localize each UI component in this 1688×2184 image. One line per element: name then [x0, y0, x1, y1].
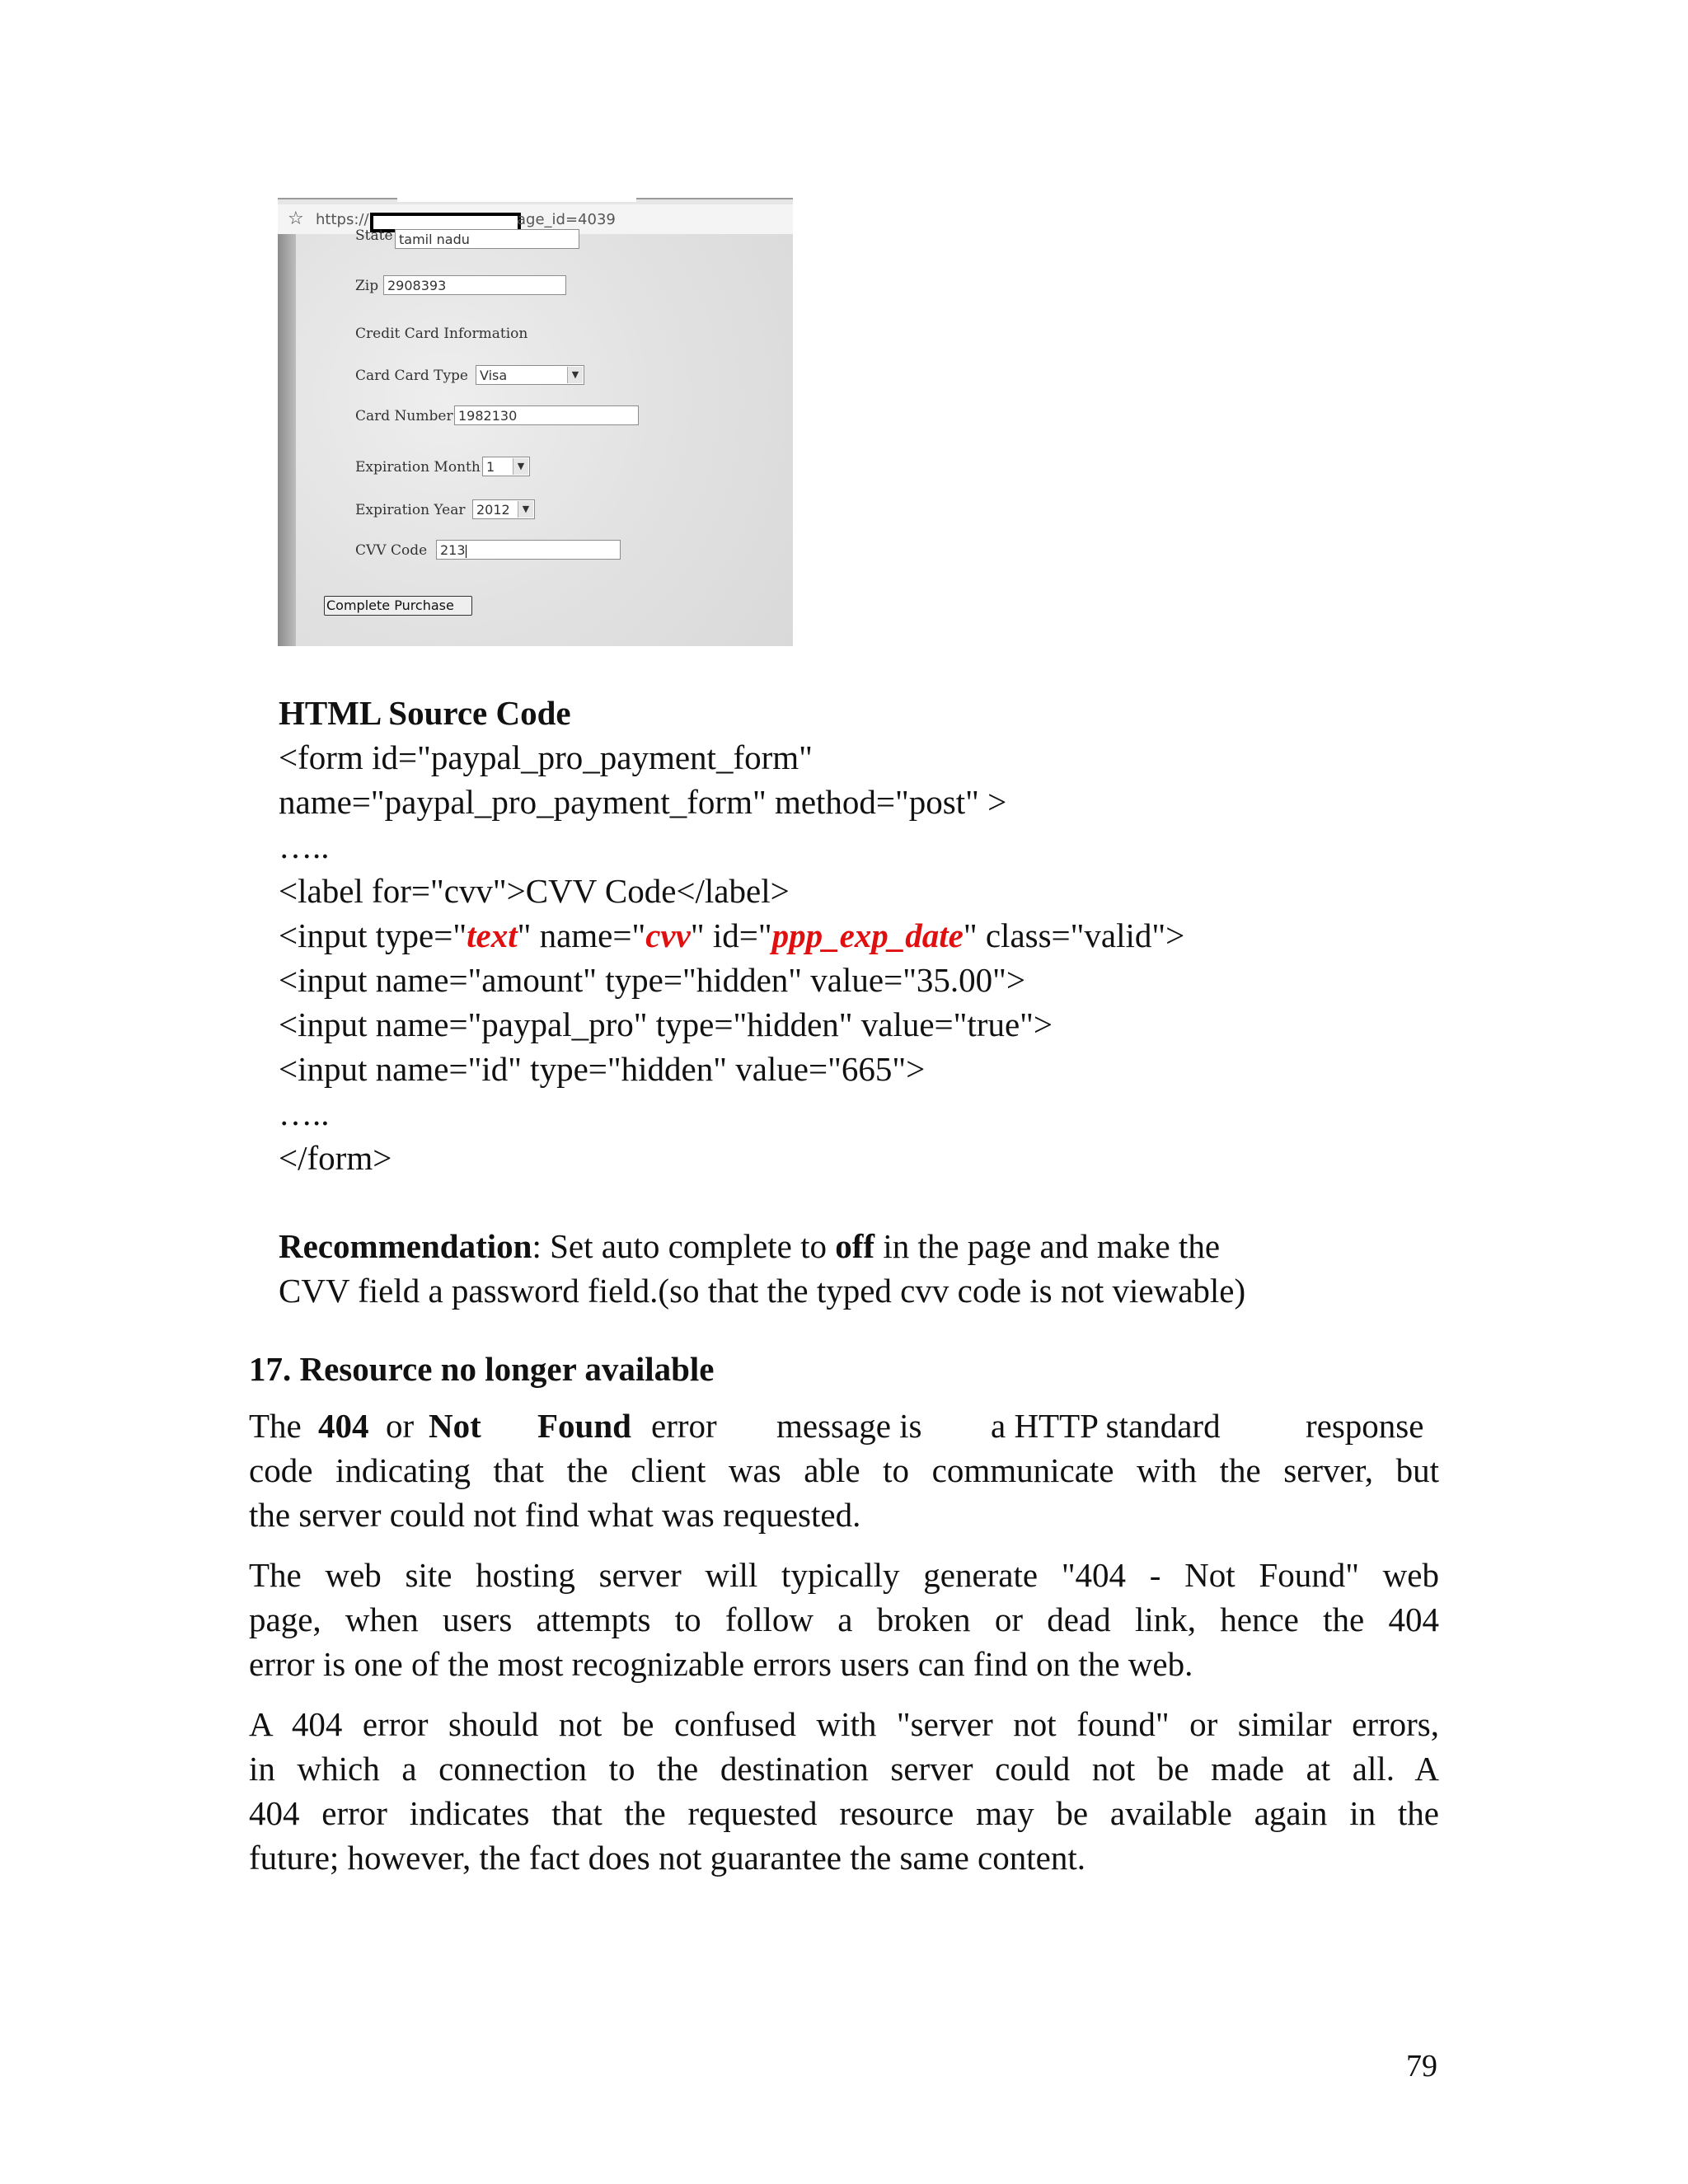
- code-text: " id=": [690, 916, 772, 954]
- word: a HTTP standard: [991, 1407, 1221, 1445]
- highlight-type: text: [467, 916, 518, 954]
- source-ellipsis-2: …..: [279, 1094, 330, 1132]
- star-icon[interactable]: ☆: [288, 209, 304, 229]
- url-prefix: https://: [316, 211, 369, 228]
- state-label: State: [355, 227, 393, 244]
- para2-line3: error is one of the most recognizable errors users can find on the web.: [249, 1645, 1193, 1683]
- chevron-down-icon[interactable]: ▼: [567, 367, 583, 383]
- source-ellipsis-1: …..: [279, 827, 330, 865]
- source-line-10: </form>: [279, 1139, 392, 1177]
- left-border-bar: [278, 234, 296, 646]
- recommendation-off: off: [835, 1227, 875, 1265]
- chevron-down-icon[interactable]: ▼: [518, 501, 533, 518]
- card-type-label: Card Card Type: [355, 368, 468, 384]
- cvv-input[interactable]: [436, 540, 621, 560]
- word: message is: [776, 1407, 922, 1445]
- para2-line2: page, when users attempts to follow a broken or dead link, hence the 404: [249, 1601, 1439, 1638]
- source-line-4: <label for="cvv">CVV Code</label>: [279, 872, 790, 910]
- card-number-label: Card Number: [355, 408, 453, 424]
- card-type-value: Visa: [480, 368, 508, 383]
- section-heading: 17. Resource no longer available: [249, 1350, 715, 1388]
- recommendation-line-1: [279, 1224, 1220, 1268]
- code-text: <input type=": [279, 916, 467, 954]
- source-line-6: <input name="amount" type="hidden" value="35.00">: [279, 961, 1026, 999]
- complete-purchase-button[interactable]: Complete Purchase: [324, 596, 472, 616]
- source-line-7: <input name="paypal_pro" type="hidden" value="true">: [279, 1005, 1053, 1043]
- exp-month-value: 1: [486, 459, 495, 475]
- text-cursor: [466, 545, 467, 558]
- exp-month-select[interactable]: [482, 457, 530, 476]
- para3-line3: 404 error indicates that the requested resource may be available again in the: [249, 1794, 1439, 1832]
- payment-form: [296, 227, 793, 646]
- chevron-down-icon[interactable]: ▼: [513, 458, 528, 475]
- word: The: [249, 1407, 302, 1445]
- word: or: [386, 1407, 415, 1445]
- word: error: [651, 1407, 717, 1445]
- word-found: Found: [537, 1407, 631, 1445]
- credit-card-section-label: Credit Card Information: [355, 326, 528, 342]
- para3-line1: A 404 error should not be confused with "server not found" or similar errors,: [249, 1705, 1439, 1743]
- para1-line2: code indicating that the client was able to communicate with the server, but: [249, 1451, 1439, 1489]
- word-404: 404: [318, 1407, 369, 1445]
- code-text: " name=": [517, 916, 646, 954]
- exp-year-label: Expiration Year: [355, 502, 466, 518]
- exp-year-value: 2012: [476, 502, 510, 518]
- para2-line1: The web site hosting server will typically generate "404 - Not Found" web: [249, 1556, 1439, 1594]
- cvv-label: CVV Code: [355, 542, 428, 559]
- highlight-name: cvv: [645, 916, 691, 954]
- word-not: Not: [429, 1407, 481, 1445]
- source-line-1: <form id="paypal_pro_payment_form": [279, 738, 813, 776]
- card-number-input[interactable]: 1982130: [454, 405, 639, 425]
- source-line-8: <input name="id" type="hidden" value="665">: [279, 1050, 926, 1088]
- recommendation-line-2: CVV field a password field.(so that the typed cvv code is not viewable): [279, 1272, 1246, 1310]
- zip-label: Zip: [355, 278, 379, 294]
- cvv-value: 213: [440, 542, 466, 558]
- url-suffix: age_id=4039: [517, 211, 616, 228]
- page-number: 79: [1406, 2049, 1437, 2083]
- recommendation-label: Recommendation: [279, 1227, 532, 1265]
- checkout-screenshot: [278, 198, 793, 646]
- exp-year-select[interactable]: [472, 499, 535, 519]
- code-text: " class="valid">: [963, 916, 1185, 954]
- para3-line4: future; however, the fact does not guarantee the same content.: [249, 1839, 1085, 1877]
- recommendation-text: : Set auto complete to: [532, 1227, 836, 1265]
- zip-input[interactable]: 2908393: [383, 275, 566, 295]
- para3-line2: in which a connection to the destination server could not be made at all. A: [249, 1750, 1439, 1788]
- recommendation-text: in the page and make the: [874, 1227, 1221, 1265]
- source-line-2: name="paypal_pro_payment_form" method="post" >: [279, 783, 1007, 821]
- source-line-5: [279, 913, 1184, 958]
- exp-month-label: Expiration Month: [355, 459, 481, 476]
- highlight-id: ppp_exp_date: [771, 916, 964, 954]
- card-type-select[interactable]: [476, 365, 584, 385]
- source-heading: HTML Source Code: [279, 694, 571, 732]
- state-input[interactable]: tamil nadu: [395, 229, 579, 249]
- word: response: [1306, 1407, 1424, 1445]
- para1-line3: the server could not find what was requested.: [249, 1496, 861, 1534]
